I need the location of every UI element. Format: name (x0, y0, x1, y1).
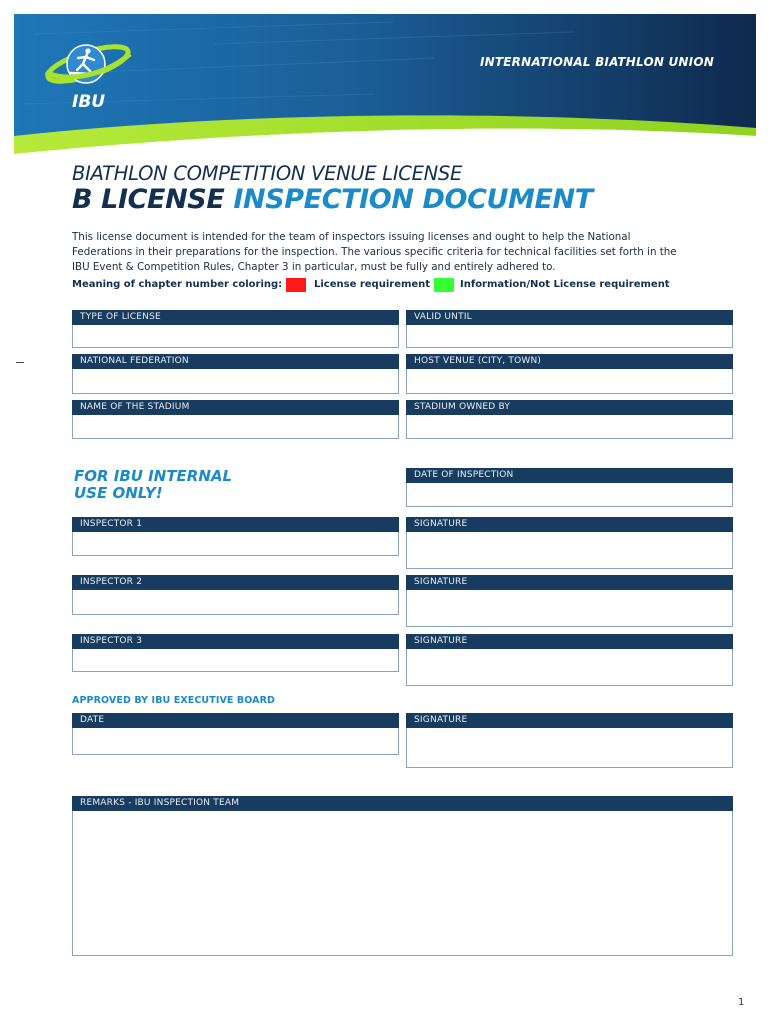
inspector-1-input[interactable] (72, 532, 399, 556)
intro-line: IBU Event & Competition Rules, Chapter 3 in particular, must be fully and entirely adhered to. (72, 261, 556, 273)
approval-signature-input[interactable] (406, 728, 733, 768)
approval-date-input[interactable] (72, 728, 399, 755)
field-label: INSPECTOR 3 (72, 634, 399, 649)
field-label: DATE (72, 713, 399, 728)
host-venue-input[interactable] (406, 369, 733, 394)
page-number: 1 (738, 997, 745, 1008)
signature-2-input[interactable] (406, 590, 733, 627)
field-label: STADIUM OWNED BY (406, 400, 733, 415)
host-venue-field (406, 354, 733, 394)
field-label: TYPE OF LICENSE (72, 310, 399, 325)
field-label: VALID UNTIL (406, 310, 733, 325)
valid-until-field (406, 310, 733, 348)
approval-date-field (72, 713, 399, 755)
signature-2-field (406, 575, 733, 627)
field-label: INSPECTOR 2 (72, 575, 399, 590)
signature-1-input[interactable] (406, 532, 733, 569)
field-label: SIGNATURE (406, 517, 733, 532)
stadium-owned-by-field (406, 400, 733, 439)
document-title (72, 184, 593, 215)
field-label: DATE OF INSPECTION (406, 468, 733, 483)
national-federation-field (72, 354, 399, 394)
margin-mark (16, 362, 24, 363)
signature-1-field (406, 517, 733, 569)
date-of-inspection-input[interactable] (406, 483, 733, 507)
inspector-3-input[interactable] (72, 649, 399, 672)
green-swatch (434, 278, 454, 292)
signature-3-input[interactable] (406, 649, 733, 686)
intro-line: This license document is intended for the team of inspectors issuing licenses and ought to help the National (72, 231, 631, 243)
header-banner (14, 14, 756, 154)
stadium-owned-by-input[interactable] (406, 415, 733, 439)
internal-heading-line: FOR IBU INTERNAL (74, 467, 233, 485)
title-part-2: INSPECTION DOCUMENT (233, 184, 593, 215)
inspector-2-field (72, 575, 399, 615)
national-federation-input[interactable] (72, 369, 399, 394)
legend-label: Meaning of chapter number coloring: (72, 279, 283, 290)
type-of-license-field (72, 310, 399, 348)
approved-heading: APPROVED BY IBU EXECUTIVE BOARD (72, 695, 276, 706)
date-of-inspection-field (406, 468, 733, 507)
intro-paragraph (72, 230, 692, 275)
stadium-name-field (72, 400, 399, 439)
field-label: NAME OF THE STADIUM (72, 400, 399, 415)
intro-line: Federations in their preparations for the inspection. The various specific criteria for technical facilities set forth in the (72, 246, 677, 258)
type-of-license-input[interactable] (72, 325, 399, 348)
field-label: SIGNATURE (406, 634, 733, 649)
internal-heading-line: USE ONLY! (74, 484, 163, 502)
remarks-input[interactable] (72, 811, 733, 956)
field-label: HOST VENUE (CITY, TOWN) (406, 354, 733, 369)
organization-name: INTERNATIONAL BIATHLON UNION (479, 55, 714, 69)
stadium-name-input[interactable] (72, 415, 399, 439)
logo-text: IBU (72, 92, 106, 112)
color-legend (72, 279, 712, 293)
title-part-1: B LICENSE (72, 184, 225, 215)
red-swatch (286, 278, 306, 292)
remarks-field (72, 796, 733, 956)
inspector-3-field (72, 634, 399, 672)
internal-use-heading (74, 468, 294, 502)
field-label: INSPECTOR 1 (72, 517, 399, 532)
field-label: SIGNATURE (406, 713, 733, 728)
legend-item-information: Information/Not License requirement (460, 279, 670, 290)
field-label: SIGNATURE (406, 575, 733, 590)
ibu-logo (42, 36, 142, 118)
approval-signature-field (406, 713, 733, 768)
signature-3-field (406, 634, 733, 686)
inspector-2-input[interactable] (72, 590, 399, 615)
field-label: REMARKS - IBU INSPECTION TEAM (72, 796, 733, 811)
field-label: NATIONAL FEDERATION (72, 354, 399, 369)
inspector-1-field (72, 517, 399, 556)
document-subtitle: BIATHLON COMPETITION VENUE LICENSE (72, 162, 463, 185)
legend-item-license: License requirement (314, 279, 431, 290)
valid-until-input[interactable] (406, 325, 733, 348)
